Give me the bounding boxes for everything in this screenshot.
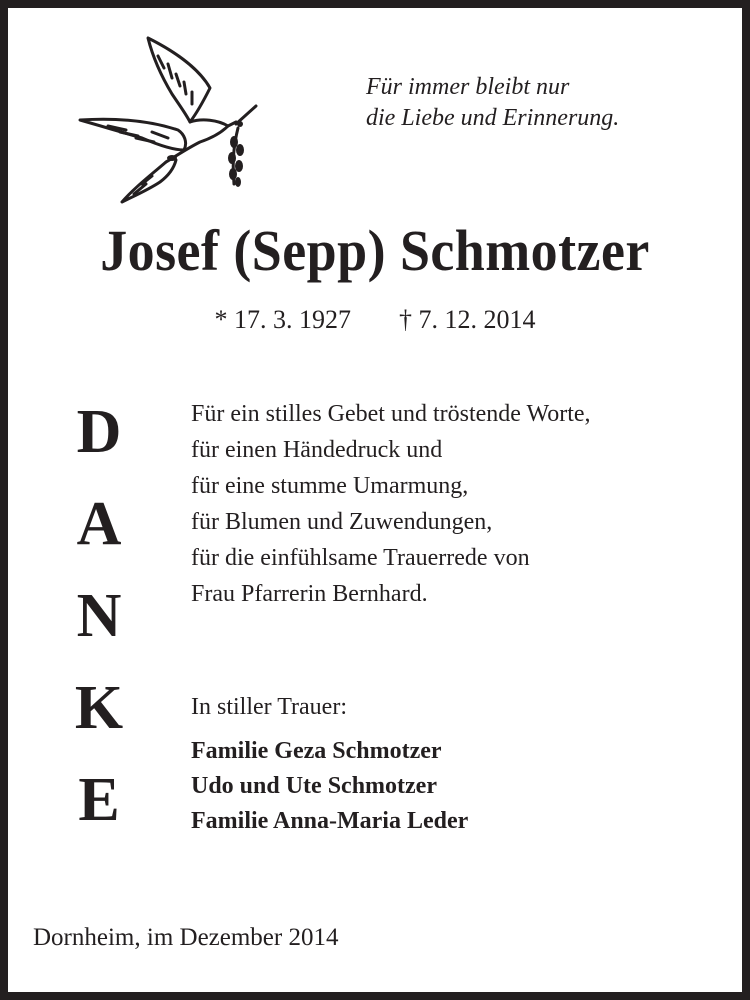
danke-vertical-heading xyxy=(64,396,134,856)
danke-letter: E xyxy=(78,766,120,834)
family-name: Familie Anna-Maria Leder xyxy=(191,808,469,834)
danke-letter: K xyxy=(74,674,124,742)
obituary-card xyxy=(8,8,742,992)
thanks-line: Für ein stilles Gebet und tröstende Worte, xyxy=(191,401,591,427)
place-and-date: Dornheim, im Dezember 2014 xyxy=(33,924,339,951)
mourning-label: In stiller Trauer: xyxy=(191,694,347,720)
motto-line: Für immer bleibt nur xyxy=(366,74,570,100)
deceased-name: Josef (Sepp) Schmotzer xyxy=(100,218,650,283)
motto-line: die Liebe und Erinnerung. xyxy=(366,105,620,131)
danke-letter: A xyxy=(76,490,122,558)
thanks-line: für einen Händedruck und xyxy=(191,437,443,463)
motto-quote xyxy=(366,72,619,134)
thanks-line: Frau Pfarrerin Bernhard. xyxy=(191,581,428,607)
thanks-line: für Blumen und Zuwendungen, xyxy=(191,509,493,535)
family-name: Udo und Ute Schmotzer xyxy=(191,773,437,799)
danke-letter: D xyxy=(76,398,122,466)
thanks-line: für eine stumme Umarmung, xyxy=(191,473,469,499)
life-dates xyxy=(8,304,742,336)
mourner-families xyxy=(191,734,468,839)
birth-date: * 17. 3. 1927 xyxy=(214,305,351,334)
thanks-text xyxy=(191,396,591,612)
dove-with-olive-branch-icon xyxy=(72,34,262,210)
family-name: Familie Geza Schmotzer xyxy=(191,738,442,764)
danke-letter: N xyxy=(76,582,122,650)
thanks-line: für die einfühlsame Trauerrede von xyxy=(191,545,530,571)
death-date: † 7. 12. 2014 xyxy=(399,305,536,334)
